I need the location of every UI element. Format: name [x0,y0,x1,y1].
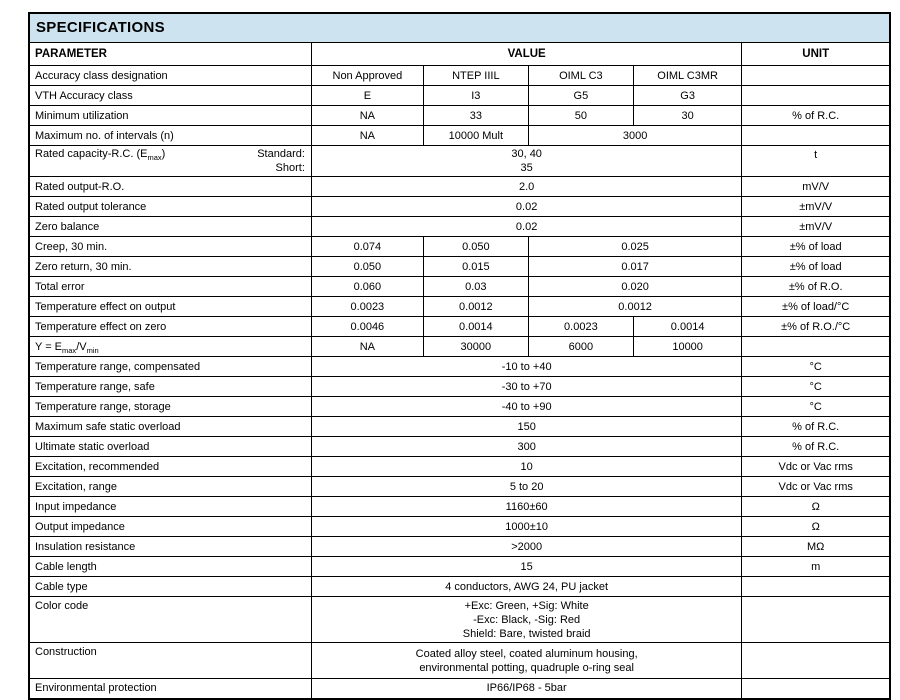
table-row-zero-balance [29,217,890,237]
table-row-excitation-recommended [29,457,890,477]
column-header-value: VALUE [311,43,741,66]
param-cell: VTH Accuracy class [29,86,311,106]
value-cell: 0.020 [528,277,742,297]
value-cell: 0.0012 [423,297,528,317]
value-cell: 0.02 [311,217,741,237]
value-cell: 300 [311,437,741,457]
value-cell: NA [311,337,423,357]
param-cell: Temperature range, storage [29,397,311,417]
param-label: Rated capacity-R.C. $(E_{max})$ [35,148,166,163]
value-cell: 0.0023 [311,297,423,317]
value-cell: 0.03 [423,277,528,297]
table-row-temp-range-safe [29,377,890,397]
unit-cell: mV/V [742,177,890,197]
unit-cell [742,66,890,86]
value-cell: G5 [528,86,633,106]
capacity-variant-labels [257,147,307,175]
page-title: SPECIFICATIONS [29,13,890,43]
param-cell [29,146,311,177]
unit-cell: °C [742,357,890,377]
table-row-insulation-resistance [29,537,890,557]
color-code-line: +Exc: Green, +Sig: White [464,599,589,612]
specifications-sheet [28,12,891,700]
title-bar [29,13,890,43]
unit-cell [742,577,890,597]
unit-cell: ±mV/V [742,197,890,217]
value-cell: NTEP IIIL [423,66,528,86]
table-row-vth-class [29,86,890,106]
param-cell: Total error [29,277,311,297]
construction-line: environmental potting, quadruple o-ring seal [419,661,634,674]
construction-line: Coated alloy steel, coated aluminum housing, [415,647,638,660]
value-cell: -40 to +90 [311,397,741,417]
param-cell: Color code [29,597,311,643]
value-cell: 0.050 [311,257,423,277]
unit-cell: Vdc or Vac rms [742,457,890,477]
color-code-line: -Exc: Black, -Sig: Red [473,613,581,626]
unit-cell: % of R.C. [742,437,890,457]
value-cell: 5 to 20 [311,477,741,497]
unit-cell: °C [742,397,890,417]
value-cell: 0.015 [423,257,528,277]
param-cell: Environmental protection [29,679,311,699]
value-cell: 150 [311,417,741,437]
unit-cell: Ω [742,517,890,537]
param-label: $Y = E_{max}/V_{min}$ [35,340,99,355]
table-row-rated-output-tolerance [29,197,890,217]
table-row-accuracy-class [29,66,890,86]
value-cell: -10 to +40 [311,357,741,377]
unit-cell: ±mV/V [742,217,890,237]
unit-cell [742,86,890,106]
param-cell: Temperature effect on zero [29,317,311,337]
table-row-rated-capacity [29,146,890,177]
value-cell [311,643,741,679]
table-row-temp-range-storage [29,397,890,417]
unit-cell: ±% of load/°C [742,297,890,317]
unit-cell [742,679,890,699]
value-cell: 0.0046 [311,317,423,337]
value-cell: NA [311,106,423,126]
param-cell: Minimum utilization [29,106,311,126]
unit-cell: ±% of R.O./°C [742,317,890,337]
param-cell: Ultimate static overload [29,437,311,457]
param-cell: Maximum no. of intervals (n) [29,126,311,146]
unit-cell: Ω [742,497,890,517]
table-row-cable-length [29,557,890,577]
value-cell: 0.017 [528,257,742,277]
value-cell: E [311,86,423,106]
value-cell: 2.0 [311,177,741,197]
param-cell: Temperature range, safe [29,377,311,397]
value-cell: 0.0023 [528,317,633,337]
capacity-value-standard: 30, 40 [511,148,542,160]
column-header-unit: UNIT [742,43,890,66]
param-cell: Cable type [29,577,311,597]
param-cell: Excitation, range [29,477,311,497]
value-cell: OIML C3 [528,66,633,86]
param-cell: Rated output-R.O. [29,177,311,197]
capacity-label-short: Short: [275,162,305,174]
value-cell: 6000 [528,337,633,357]
param-cell [29,337,311,357]
color-code-line: Shield: Bare, twisted braid [462,627,591,640]
value-cell: -30 to +70 [311,377,741,397]
value-cell: 3000 [528,126,742,146]
unit-cell: ±% of load [742,237,890,257]
value-cell: 1160±60 [311,497,741,517]
unit-cell: t [742,146,890,177]
value-cell: 10000 [633,337,741,357]
table-row-input-impedance [29,497,890,517]
table-row-creep [29,237,890,257]
value-cell: 10000 Mult [423,126,528,146]
value-cell [311,146,741,177]
param-cell: Rated output tolerance [29,197,311,217]
column-header-parameter: PARAMETER [29,43,311,66]
param-cell: Creep, 30 min. [29,237,311,257]
param-cell: Zero balance [29,217,311,237]
table-row-max-safe-overload [29,417,890,437]
value-cell: 10 [311,457,741,477]
param-cell: Input impedance [29,497,311,517]
unit-cell: % of R.C. [742,417,890,437]
param-cell: Maximum safe static overload [29,417,311,437]
value-cell: 0.02 [311,197,741,217]
param-cell: Zero return, 30 min. [29,257,311,277]
capacity-value-short: 35 [520,162,533,174]
value-cell: 4 conductors, AWG 24, PU jacket [311,577,741,597]
table-row-temp-range-compensated [29,357,890,377]
table-row-ultimate-overload [29,437,890,457]
value-cell: NA [311,126,423,146]
param-cell: Temperature effect on output [29,297,311,317]
table-row-environmental-protection [29,679,890,699]
param-cell: Construction [29,643,311,679]
value-cell: IP66/IP68 - 5bar [311,679,741,699]
value-cell: 30000 [423,337,528,357]
unit-cell: Vdc or Vac rms [742,477,890,497]
unit-cell [742,337,890,357]
value-cell: 15 [311,557,741,577]
value-cell: >2000 [311,537,741,557]
table-row-zero-return [29,257,890,277]
value-cell: 33 [423,106,528,126]
unit-cell: ±% of load [742,257,890,277]
value-cell: 0.0012 [528,297,742,317]
table-row-excitation-range [29,477,890,497]
value-cell [311,597,741,643]
value-cell: Non Approved [311,66,423,86]
table-row-cable-type [29,577,890,597]
table-row-output-impedance [29,517,890,537]
table-row-y-ratio [29,337,890,357]
param-cell: Cable length [29,557,311,577]
unit-cell [742,597,890,643]
unit-cell: ±% of R.O. [742,277,890,297]
param-cell: Accuracy class designation [29,66,311,86]
unit-cell: m [742,557,890,577]
value-cell: 0.0014 [423,317,528,337]
value-cell: 0.025 [528,237,742,257]
table-row-max-intervals [29,126,890,146]
value-cell: I3 [423,86,528,106]
value-cell: 0.0014 [633,317,741,337]
specifications-table [28,12,891,700]
value-cell: 0.074 [311,237,423,257]
value-cell: 0.060 [311,277,423,297]
table-row-construction [29,643,890,679]
unit-cell: °C [742,377,890,397]
table-row-color-code [29,597,890,643]
value-cell: 30 [633,106,741,126]
value-cell: OIML C3MR [633,66,741,86]
value-cell: G3 [633,86,741,106]
param-cell: Excitation, recommended [29,457,311,477]
capacity-label-standard: Standard: [257,148,305,160]
param-cell: Output impedance [29,517,311,537]
unit-cell [742,643,890,679]
param-cell: Temperature range, compensated [29,357,311,377]
value-cell: 0.050 [423,237,528,257]
table-row-temp-effect-zero [29,317,890,337]
unit-cell: MΩ [742,537,890,557]
column-header-row [29,43,890,66]
table-row-total-error [29,277,890,297]
table-row-temp-effect-output [29,297,890,317]
value-cell: 1000±10 [311,517,741,537]
param-cell: Insulation resistance [29,537,311,557]
value-cell: 50 [528,106,633,126]
unit-cell: % of R.C. [742,106,890,126]
unit-cell [742,126,890,146]
table-row-min-utilization [29,106,890,126]
table-row-rated-output [29,177,890,197]
